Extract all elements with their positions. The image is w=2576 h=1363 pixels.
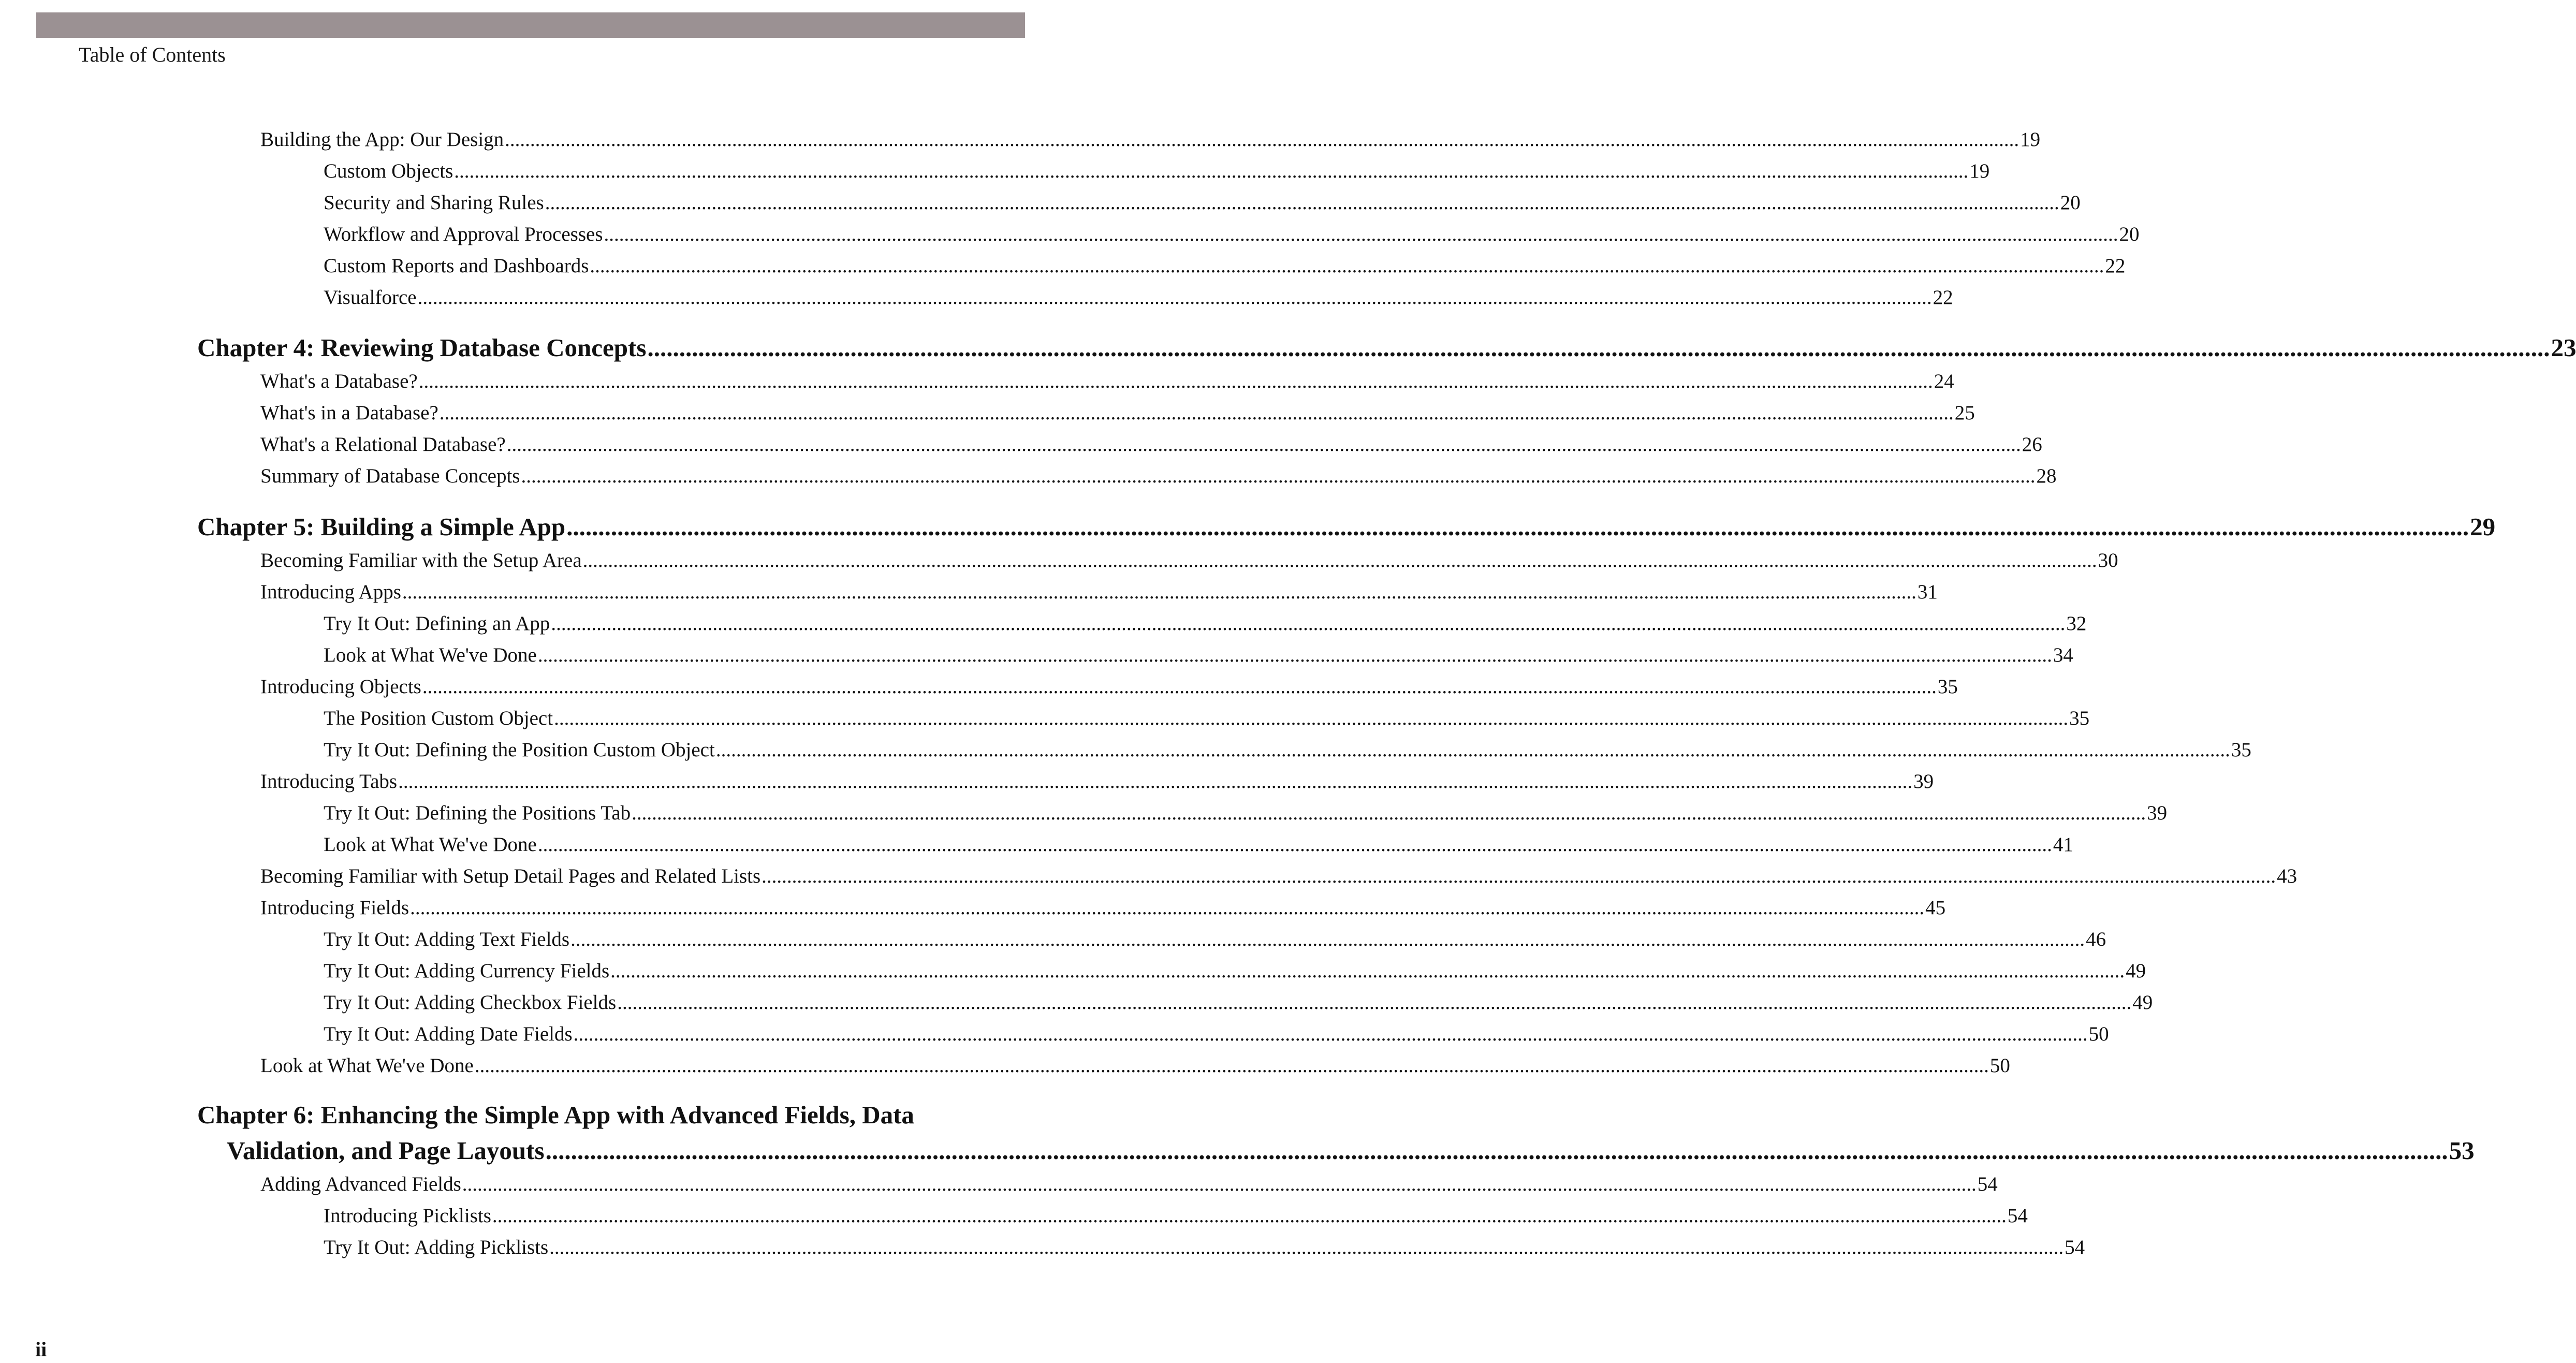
toc-entry-title: Summary of Database Concepts (260, 465, 520, 487)
toc-chapter-page: 29 (2470, 512, 2496, 541)
dot-leader: ............................................................................................................................................................................................................................................................................................................ (715, 739, 2230, 761)
dot-leader: ............................................................................................................................................................................................................................................................................................................ (551, 612, 2066, 635)
toc-entry-title: Try It Out: Defining an App (324, 612, 550, 635)
toc-entry-page: 35 (2231, 739, 2251, 761)
toc-entry[interactable] (260, 578, 1938, 607)
toc-entry-page: 20 (2060, 192, 2081, 214)
toc-entry[interactable] (260, 672, 1958, 701)
toc-entry-page: 24 (1934, 370, 1954, 392)
toc-entry-title: Becoming Familiar with the Setup Area (260, 549, 582, 571)
dot-leader: ............................................................................................................................................................................................................................................................................................................ (632, 802, 2146, 824)
toc-entry[interactable] (260, 367, 1954, 396)
toc-entry-title: Introducing Picklists (324, 1205, 491, 1227)
toc-entry-page: 31 (1917, 581, 1938, 603)
toc-entry-page: 50 (1989, 1054, 2010, 1077)
toc-entry-page: 39 (2147, 802, 2168, 824)
toc-entry-page: 34 (2053, 644, 2073, 666)
dot-leader: ............................................................................................................................................................................................................................................................................................................ (398, 770, 1913, 793)
toc-entry-title: Introducing Tabs (260, 770, 398, 793)
toc-entry-page: 50 (2088, 1023, 2109, 1045)
toc-entry[interactable] (324, 704, 2090, 733)
toc-entry-page: 49 (2126, 960, 2146, 982)
toc-entry[interactable] (260, 462, 2057, 491)
dot-leader: ............................................................................................................................................................................................................................................................................................................ (610, 960, 2125, 982)
toc-entry-title: Try It Out: Defining the Position Custom Object (324, 739, 715, 761)
toc-entry-page: 45 (1925, 897, 1946, 919)
toc-entry[interactable] (324, 220, 2140, 249)
toc-entry-title: Try It Out: Adding Text Fields (324, 928, 570, 950)
toc-chapter-title: Chapter 5: Building a Simple App (197, 512, 566, 541)
toc-entry[interactable] (260, 893, 1946, 922)
toc-chapter-title: Chapter 4: Reviewing Database Concepts (197, 333, 647, 362)
toc-entry[interactable] (324, 957, 2146, 986)
toc-chapter[interactable] (197, 331, 2576, 364)
toc-entry-page: 54 (2065, 1236, 2085, 1258)
toc-chapter-page: 53 (2449, 1136, 2475, 1165)
dot-leader: ............................................................................................................................................................................................................................................................................................................ (566, 512, 2469, 541)
toc-entry[interactable] (260, 767, 1934, 796)
toc-entry[interactable] (260, 862, 2297, 891)
toc-entry-title: Workflow and Approval Processes (324, 223, 603, 245)
dot-leader: ............................................................................................................................................................................................................................................................................................................ (521, 465, 2036, 487)
toc-entry-page: 19 (2020, 128, 2041, 151)
toc-entry-title: Try It Out: Adding Date Fields (324, 1023, 573, 1045)
dot-leader: ............................................................................................................................................................................................................................................................................................................ (545, 1136, 2448, 1165)
toc-entry[interactable] (324, 641, 2073, 670)
toc-entry[interactable] (260, 546, 2118, 575)
toc-entry[interactable] (260, 1170, 1998, 1199)
dot-leader: ............................................................................................................................................................................................................................................................................................................ (617, 991, 2132, 1014)
toc-entry-title: Introducing Objects (260, 676, 421, 698)
toc-chapter-title: Validation, and Page Layouts (227, 1136, 545, 1165)
dot-leader: ............................................................................................................................................................................................................................................................................................................ (402, 581, 1916, 603)
toc-chapter-title-line1[interactable]: Chapter 6: Enhancing the Simple App with Advanced Fields, Data (197, 1101, 914, 1129)
toc-chapter[interactable] (227, 1134, 2475, 1167)
toc-entry[interactable] (324, 830, 2073, 859)
toc-entry-page: 25 (1954, 402, 1975, 424)
toc-entry-title: Try It Out: Adding Currency Fields (324, 960, 610, 982)
dot-leader: ............................................................................................................................................................................................................................................................................................................ (505, 128, 2019, 151)
dot-leader: ............................................................................................................................................................................................................................................................................................................ (545, 192, 2059, 214)
toc-entry[interactable] (324, 1233, 2085, 1262)
toc-entry[interactable] (324, 188, 2081, 217)
dot-leader: ............................................................................................................................................................................................................................................................................................................ (762, 865, 2276, 887)
toc-entry[interactable] (324, 988, 2153, 1017)
dot-leader: ............................................................................................................................................................................................................................................................................................................ (537, 644, 2052, 666)
toc-entry[interactable] (324, 1020, 2109, 1049)
toc-entry[interactable] (260, 399, 1975, 428)
toc-entry-title: Custom Reports and Dashboards (324, 255, 589, 277)
toc-entry-title: Becoming Familiar with Setup Detail Pages and Related Lists (260, 865, 761, 887)
running-head: Table of Contents (79, 43, 226, 66)
toc-entry-title: Introducing Fields (260, 897, 409, 919)
dot-leader: ............................................................................................................................................................................................................................................................................................................ (492, 1205, 2007, 1227)
dot-leader: ............................................................................................................................................................................................................................................................................................................ (573, 1023, 2088, 1045)
toc-entry-title: What's a Database? (260, 370, 418, 392)
toc-entry[interactable] (324, 736, 2251, 765)
toc-entry-title: Security and Sharing Rules (324, 192, 544, 214)
toc-entry-page: 19 (1969, 160, 1990, 182)
toc-entry[interactable] (260, 125, 2041, 154)
toc-entry[interactable] (324, 925, 2106, 954)
dot-leader: ............................................................................................................................................................................................................................................................................................................ (647, 333, 2550, 362)
dot-leader: ............................................................................................................................................................................................................................................................................................................ (590, 255, 2104, 277)
toc-entry-title: The Position Custom Object (324, 707, 553, 729)
toc-entry-page: 54 (1977, 1173, 1998, 1195)
toc-entry-page: 20 (2119, 223, 2140, 245)
toc-entry-page: 41 (2053, 833, 2073, 856)
toc-entry-title: Look at What We've Done (324, 644, 537, 666)
toc-entry-page: 46 (2086, 928, 2106, 950)
toc-entry-title: Adding Advanced Fields (260, 1173, 461, 1195)
toc-entry-title: Look at What We've Done (260, 1054, 474, 1077)
toc-entry-page: 26 (2022, 433, 2042, 456)
page-number: ii (35, 1338, 47, 1361)
dot-leader: ............................................................................................................................................................................................................................................................................................................ (537, 833, 2052, 856)
header-bar (36, 12, 1025, 38)
dot-leader: ............................................................................................................................................................................................................................................................................................................ (474, 1054, 1989, 1077)
toc-entry-title: Try It Out: Defining the Positions Tab (324, 802, 631, 824)
toc-entry-page: 28 (2036, 465, 2057, 487)
toc-chapter[interactable] (197, 510, 2496, 544)
dot-leader: ............................................................................................................................................................................................................................................................................................................ (554, 707, 2069, 729)
toc-entry[interactable] (260, 430, 2042, 459)
toc-entry-page: 54 (2007, 1205, 2028, 1227)
toc-entry[interactable] (324, 1201, 2028, 1230)
dot-leader: ............................................................................................................................................................................................................................................................................................................ (462, 1173, 1977, 1195)
toc-entry-title: Try It Out: Adding Checkbox Fields (324, 991, 617, 1014)
toc-entry-page: 32 (2066, 612, 2087, 635)
toc-entry-title: Building the App: Our Design (260, 128, 504, 151)
toc-entry-title: Introducing Apps (260, 581, 401, 603)
toc-entry-title: What's in a Database? (260, 402, 438, 424)
toc-entry-page: 35 (2069, 707, 2090, 729)
dot-leader: ............................................................................................................................................................................................................................................................................................................ (604, 223, 2118, 245)
toc-entry-title: Custom Objects (324, 160, 453, 182)
toc-entry-title: What's a Relational Database? (260, 433, 506, 456)
toc-entry[interactable] (324, 609, 2087, 638)
dot-leader: ............................................................................................................................................................................................................................................................................................................ (570, 928, 2085, 950)
dot-leader: ............................................................................................................................................................................................................................................................................................................ (582, 549, 2097, 571)
toc-entry[interactable] (324, 799, 2168, 828)
dot-leader: ............................................................................................................................................................................................................................................................................................................ (439, 402, 1954, 424)
dot-leader: ............................................................................................................................................................................................................................................................................................................ (454, 160, 1969, 182)
toc-entry-page: 43 (2277, 865, 2297, 887)
dot-leader: ............................................................................................................................................................................................................................................................................................................ (417, 286, 1932, 309)
toc-entry[interactable] (260, 1051, 2010, 1080)
toc-entry-page: 39 (1913, 770, 1934, 793)
dot-leader: ............................................................................................................................................................................................................................................................................................................ (422, 676, 1937, 698)
toc-entry-title: Visualforce (324, 286, 417, 309)
dot-leader: ............................................................................................................................................................................................................................................................................................................ (410, 897, 1925, 919)
toc-entry-title: Look at What We've Done (324, 833, 537, 856)
toc-entry-page: 30 (2098, 549, 2118, 571)
toc-entry-page: 22 (1933, 286, 1953, 309)
toc-entry[interactable] (324, 157, 1990, 186)
dot-leader: ............................................................................................................................................................................................................................................................................................................ (506, 433, 2021, 456)
toc-chapter-page: 23 (2551, 333, 2576, 362)
toc-entry-page: 35 (1937, 676, 1958, 698)
dot-leader: ............................................................................................................................................................................................................................................................................................................ (549, 1236, 2064, 1258)
toc-entry-title: Try It Out: Adding Picklists (324, 1236, 549, 1258)
toc-entry-page: 49 (2132, 991, 2153, 1014)
toc-entry-page: 22 (2105, 255, 2126, 277)
dot-leader: ............................................................................................................................................................................................................................................................................................................ (418, 370, 1933, 392)
toc-entry[interactable] (324, 252, 2126, 281)
toc-entry[interactable] (324, 283, 1953, 312)
